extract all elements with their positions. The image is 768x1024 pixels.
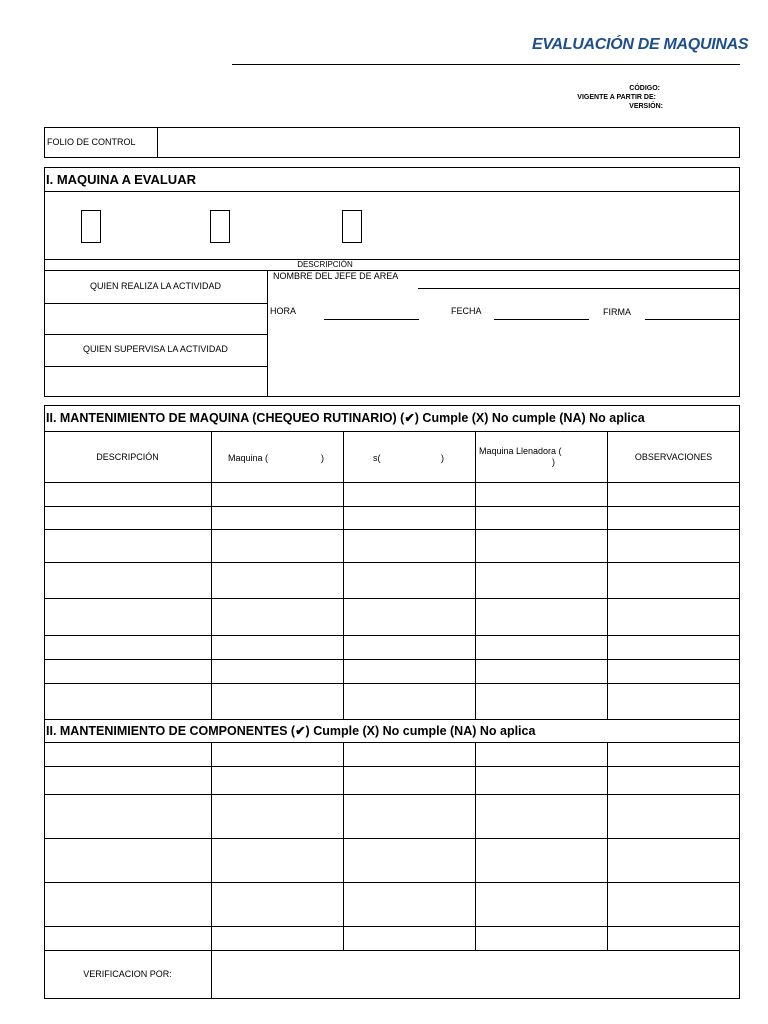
- quien-realiza-label: QUIEN REALIZA LA ACTIVIDAD: [89, 281, 222, 291]
- col-descripcion: DESCRIPCIÓN: [96, 452, 159, 462]
- machine-checkbox-2[interactable]: [210, 210, 230, 243]
- s2-col-4: [607, 431, 608, 720]
- section3-heading-rule: [44, 742, 740, 743]
- hora-line[interactable]: [324, 319, 419, 320]
- s2-col-3: [475, 431, 476, 720]
- s2-col-1: [211, 431, 212, 720]
- nombre-jefe-line[interactable]: [418, 288, 740, 289]
- machine-checkbox-3[interactable]: [342, 210, 362, 243]
- s3-row-line: [44, 794, 740, 795]
- folio-input[interactable]: [158, 128, 739, 157]
- hora-label: HORA: [270, 306, 297, 316]
- codigo-label: CÓDIGO:: [629, 85, 660, 92]
- col-maquina-open: Maquina (: [228, 453, 269, 463]
- s2-row-line: [44, 659, 740, 660]
- verificacion-input[interactable]: [212, 951, 739, 998]
- col-llenadora-2: ): [552, 457, 555, 467]
- vigente-label: VIGENTE A PARTIR DE:: [577, 94, 656, 101]
- descripcion-label: DESCRIPCIÓN: [297, 260, 353, 269]
- s3-row-line: [44, 882, 740, 883]
- section2-heading: II. MANTENIMIENTO DE MAQUINA (CHEQUEO RUTINARIO) (✔) Cumple (X) No cumple (NA) No aplica: [46, 411, 645, 425]
- s2-row-line: [44, 529, 740, 530]
- fecha-label: FECHA: [451, 306, 482, 316]
- section2-heading-rule: [44, 431, 740, 432]
- col-llenadora-1: Maquina Llenadora (: [479, 446, 562, 456]
- s3-row-line: [44, 926, 740, 927]
- s2-row-line: [44, 635, 740, 636]
- section1-heading-rule: [44, 191, 740, 192]
- col-s-close: ): [441, 453, 444, 463]
- nombre-jefe-label: NOMBRE DEL JEFE DE AREA: [273, 271, 399, 281]
- col-observaciones: OBSERVACIONES: [634, 452, 713, 462]
- s3-col-3: [475, 742, 476, 950]
- s2-col-2: [343, 431, 344, 720]
- section1-split: [267, 270, 268, 397]
- firma-line[interactable]: [645, 319, 740, 320]
- s3-col-2: [343, 742, 344, 950]
- s3-col-4: [607, 742, 608, 950]
- quien-realiza-input[interactable]: [45, 304, 266, 334]
- folio-label: FOLIO DE CONTROL: [47, 137, 136, 147]
- s2-row-line: [44, 506, 740, 507]
- firma-label: FIRMA: [603, 307, 631, 317]
- descripcion-rule: [44, 259, 740, 260]
- document-title: EVALUACIÓN DE MAQUINAS: [532, 36, 749, 53]
- section3-heading: II. MANTENIMIENTO DE COMPONENTES (✔) Cumple (X) No cumple (NA) No aplica: [46, 724, 536, 738]
- machine-checkbox-1[interactable]: [81, 210, 101, 243]
- col-maquina-close: ): [321, 453, 324, 463]
- s3-row-line: [44, 838, 740, 839]
- section1-heading: I. MAQUINA A EVALUAR: [46, 172, 196, 187]
- quien-supervisa-input[interactable]: [45, 367, 266, 396]
- quien-supervisa-label: QUIEN SUPERVISA LA ACTIVIDAD: [83, 344, 228, 354]
- realiza-rule-2: [44, 334, 267, 335]
- version-label: VERSIÓN:: [629, 103, 663, 110]
- verificacion-label: VERIFICACION POR:: [83, 969, 172, 979]
- s3-row-line: [44, 766, 740, 767]
- header-rule: [232, 64, 740, 65]
- s2-row-line: [44, 683, 740, 684]
- s2-row-line: [44, 598, 740, 599]
- fecha-line[interactable]: [494, 319, 589, 320]
- s2-row-line: [44, 482, 740, 483]
- s2-row-line: [44, 562, 740, 563]
- col-s-open: s(: [373, 453, 381, 463]
